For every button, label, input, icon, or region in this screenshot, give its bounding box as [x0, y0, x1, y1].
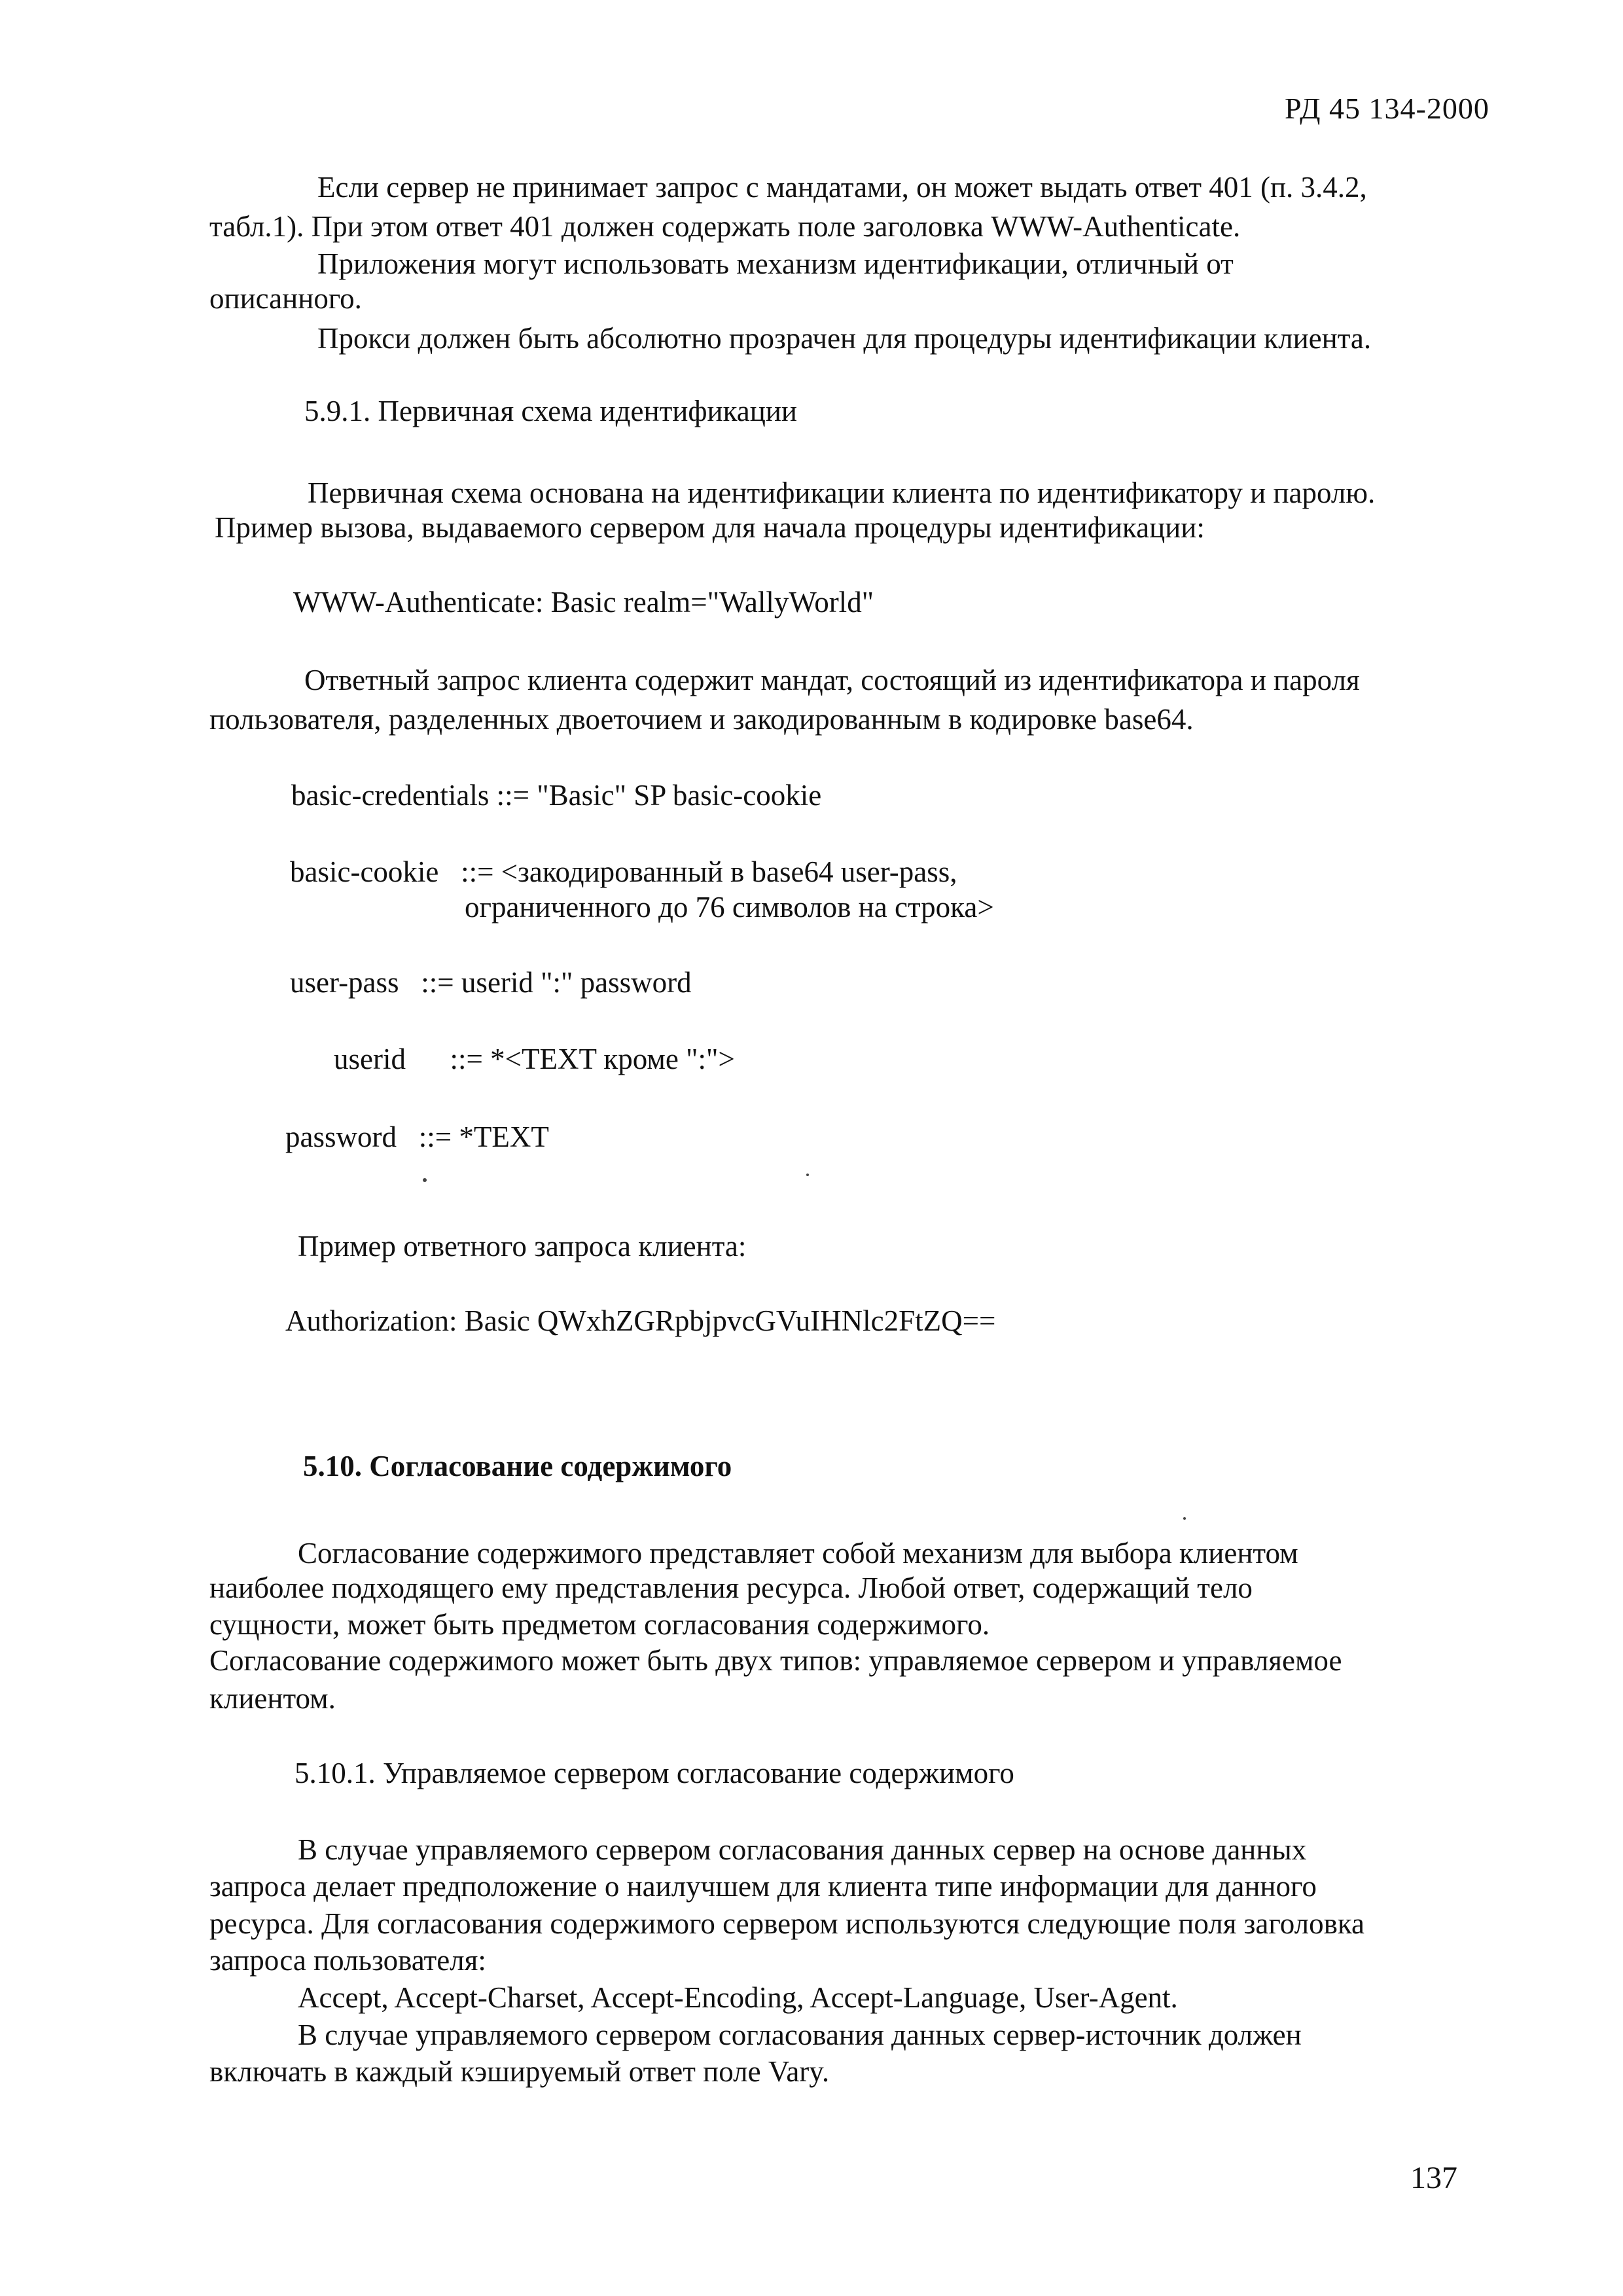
paragraph-line: Первичная схема основана на идентификации клиента по идентификатору и паролю. — [308, 476, 1376, 509]
document-code: РД 45 134-2000 — [1285, 92, 1489, 125]
paragraph-line: Согласование содержимого представляет собой механизм для выбора клиентом — [298, 1537, 1298, 1570]
grammar-rule: basic-cookie ::= <закодированный в base64 user-pass, — [290, 855, 957, 888]
grammar-rule: password ::= *TEXT — [285, 1121, 549, 1153]
paragraph-line: включать в каждый кэшируемый ответ поле Vary. — [209, 2055, 830, 2088]
scan-speck — [1183, 1517, 1186, 1520]
paragraph-line: запроса делает предположение о наилучшем для клиента типе информации для данного — [209, 1870, 1317, 1903]
paragraph-line: В случае управляемого сервером согласования данных сервер на основе данных — [298, 1833, 1307, 1866]
code-example: Authorization: Basic QWxhZGRpbjpvcGVuIHNlc2FtZQ== — [285, 1304, 996, 1337]
code-example: WWW-Authenticate: Basic realm="WallyWorld" — [293, 586, 874, 619]
paragraph-line: табл.1). При этом ответ 401 должен содержать поле заголовка WWW-Authenticate. — [209, 210, 1241, 243]
grammar-rule: basic-credentials ::= "Basic" SP basic-cookie — [291, 779, 822, 812]
grammar-rule: user-pass ::= userid ":" password — [290, 966, 692, 999]
paragraph-line: Согласование содержимого может быть двух типов: управляемое сервером и управляемое — [209, 1644, 1342, 1677]
page-number: 137 — [1410, 2161, 1457, 2195]
paragraph-line: Прокси должен быть абсолютно прозрачен для процедуры идентификации клиента. — [317, 322, 1372, 355]
paragraph-line: клиентом. — [209, 1682, 336, 1715]
scan-speck — [806, 1174, 809, 1176]
paragraph-line: пользователя, разделенных двоеточием и закодированным в кодировке base64. — [209, 703, 1194, 736]
paragraph-line: В случае управляемого сервером согласования данных сервер-источник должен — [298, 2018, 1302, 2051]
paragraph-line: Приложения могут использовать механизм идентификации, отличный от — [317, 247, 1234, 280]
header-field-list: Accept, Accept-Charset, Accept-Encoding, Accept-Language, User-Agent. — [298, 1981, 1178, 2014]
paragraph-line: сущности, может быть предметом согласования содержимого. — [209, 1608, 990, 1641]
paragraph-line: Пример ответного запроса клиента: — [298, 1230, 747, 1263]
paragraph-line: Если сервер не принимает запрос с мандатами, он может выдать ответ 401 (п. 3.4.2, — [317, 171, 1367, 204]
grammar-rule-continuation: ограниченного до 76 символов на строка> — [465, 891, 994, 924]
subsection-heading: 5.10.1. Управляемое сервером согласование содержимого — [294, 1757, 1014, 1789]
paragraph-line: наиболее подходящего ему представления ресурса. Любой ответ, содержащий тело — [209, 1571, 1253, 1604]
paragraph-line: ресурса. Для согласования содержимого сервером используются следующие поля заголовка — [209, 1907, 1364, 1940]
grammar-rule: userid ::= *<TEXT кроме ":"> — [334, 1043, 735, 1075]
paragraph-line: описанного. — [209, 282, 362, 315]
section-heading: 5.10. Согласование содержимого — [303, 1450, 732, 1482]
paragraph-line: запроса пользователя: — [209, 1944, 486, 1977]
paragraph-line: Ответный запрос клиента содержит мандат, состоящий из идентификатора и пароля — [304, 664, 1360, 696]
scan-speck — [423, 1178, 427, 1182]
paragraph-line: Пример вызова, выдаваемого сервером для начала процедуры идентификации: — [215, 511, 1205, 544]
subsection-heading: 5.9.1. Первичная схема идентификации — [304, 395, 797, 427]
